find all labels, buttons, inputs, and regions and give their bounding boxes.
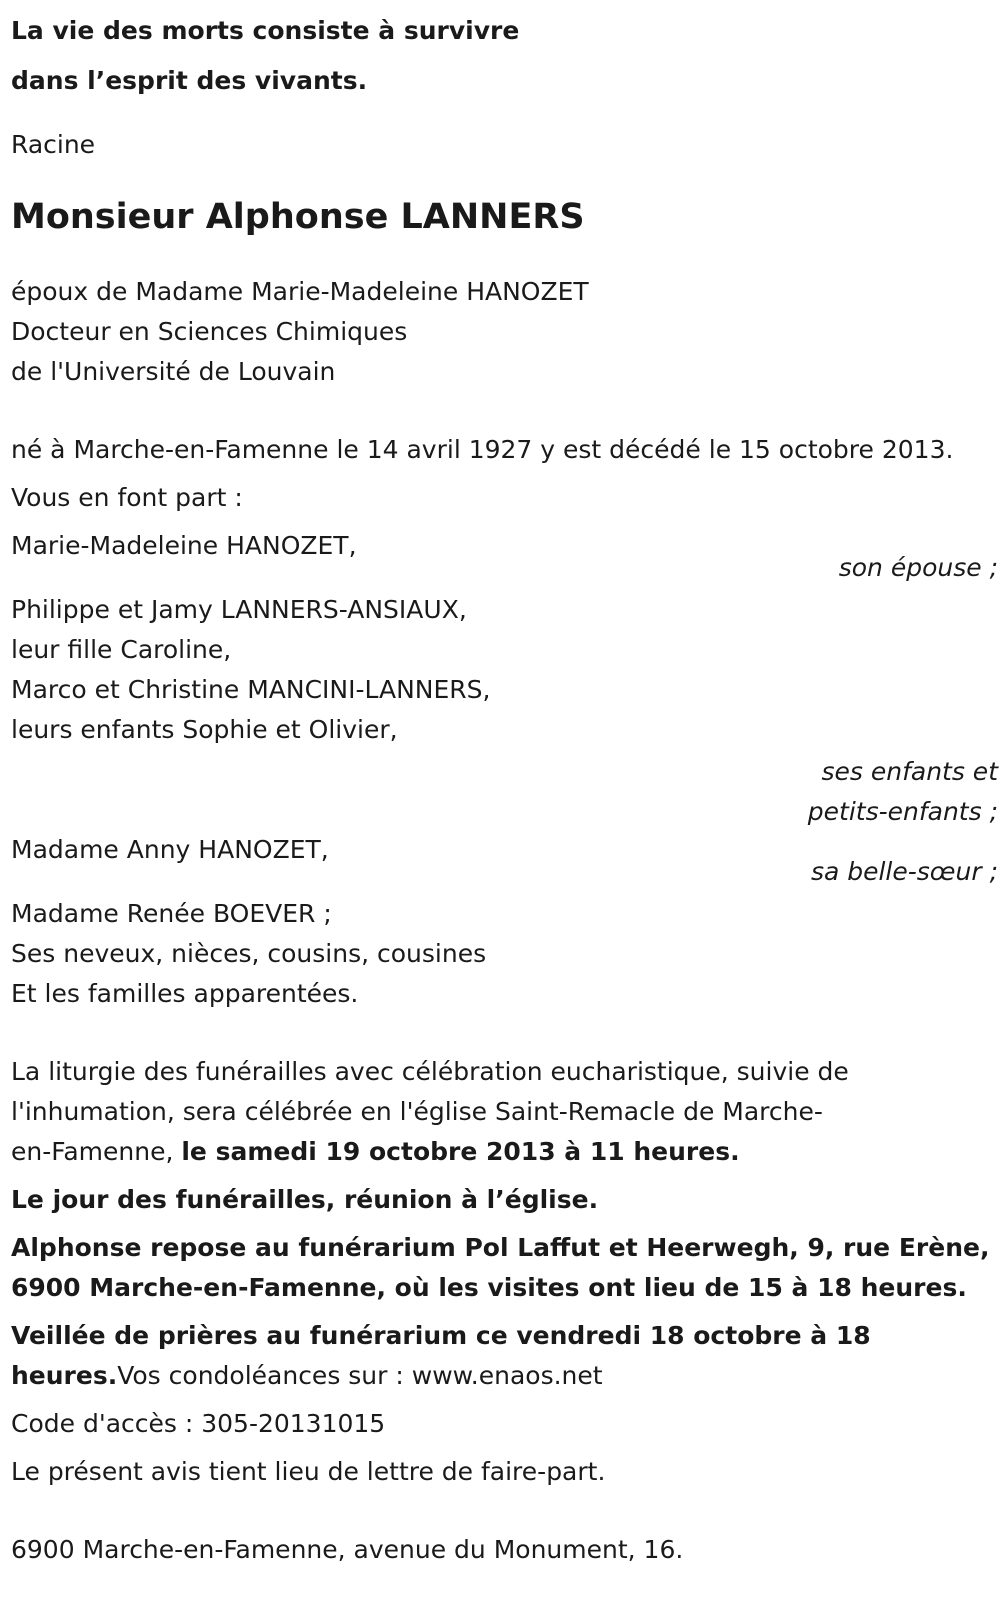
quote-author: Racine bbox=[11, 130, 96, 159]
deceased-name: Monsieur Alphonse LANNERS bbox=[11, 197, 585, 237]
relative-line: Et les familles apparentées. bbox=[11, 979, 359, 1008]
family-member: Madame Anny HANOZET, bbox=[11, 835, 329, 864]
access-code: Code d'accès : 305-20131015 bbox=[11, 1409, 386, 1438]
relative-line: Ses neveux, nièces, cousins, cousines bbox=[11, 939, 487, 968]
obituary-notice bbox=[11, 6, 998, 1570]
family-member: Marco et Christine MANCINI-LANNERS, bbox=[11, 675, 491, 704]
family-member: Philippe et Jamy LANNERS-ANSIAUX, bbox=[11, 595, 467, 624]
family-member: leur fille Caroline, bbox=[11, 635, 232, 664]
condolences-link-text: Vos condoléances sur : www.enaos.net bbox=[117, 1361, 603, 1390]
family-group-spouse bbox=[11, 526, 998, 588]
funeral-date: le samedi 19 octobre 2013 à 11 heures. bbox=[181, 1137, 740, 1166]
other-relatives bbox=[11, 894, 991, 1014]
family-address: 6900 Marche-en-Famenne, avenue du Monument, 16. bbox=[11, 1535, 684, 1564]
family-role: sa belle-sœur ; bbox=[810, 857, 998, 886]
family-member: Marie-Madeleine HANOZET, bbox=[11, 531, 357, 560]
family-group-sister-in-law bbox=[11, 830, 998, 892]
deceased-details bbox=[11, 272, 991, 392]
meeting-note: Le jour des funérailles, réunion à l’église. bbox=[11, 1185, 599, 1214]
epigraph-quote bbox=[11, 6, 991, 106]
family-member: leurs enfants Sophie et Olivier, bbox=[11, 715, 398, 744]
quote-line-1: La vie des morts consiste à survivre bbox=[11, 16, 520, 45]
title-line-1: Docteur en Sciences Chimiques bbox=[11, 317, 408, 346]
birth-death-line: né à Marche-en-Famenne le 14 avril 1927 y est décédé le 15 octobre 2013. bbox=[11, 435, 954, 464]
resting-place: Alphonse repose au funérarium Pol Laffut et Heerwegh, 9, rue Erène, 6900 Marche-en-Famenne, où les visites ont lieu de 15 à 18 heures. bbox=[11, 1233, 990, 1302]
family-role: petits-enfants ; bbox=[807, 797, 998, 826]
relative-line: Madame Renée BOEVER ; bbox=[11, 899, 332, 928]
title-line-2: de l'Université de Louvain bbox=[11, 357, 336, 386]
announcement-intro: Vous en font part : bbox=[11, 483, 243, 512]
family-role: ses enfants et bbox=[821, 757, 998, 786]
family-group-children bbox=[11, 590, 998, 832]
quote-line-2: dans l’esprit des vivants. bbox=[11, 66, 368, 95]
liturgy-paragraph: La liturgie des funérailles avec célébration eucharistique, suivie de l'inhumation, sera célébrée en l'église Saint-Remacle de Marche- en-Famenne, le samedi 19 octobre 2013 à 11 heures. bbox=[11, 1057, 849, 1166]
spouse-line: époux de Madame Marie-Madeleine HANOZET bbox=[11, 277, 589, 306]
notice-line: Le présent avis tient lieu de lettre de faire-part. bbox=[11, 1457, 606, 1486]
family-role: son épouse ; bbox=[838, 553, 998, 582]
vigil-and-condolences: Veillée de prières au funérarium ce vendredi 18 octobre à 18 heures.Vos condoléances sur : www.enaos.net bbox=[11, 1321, 871, 1390]
